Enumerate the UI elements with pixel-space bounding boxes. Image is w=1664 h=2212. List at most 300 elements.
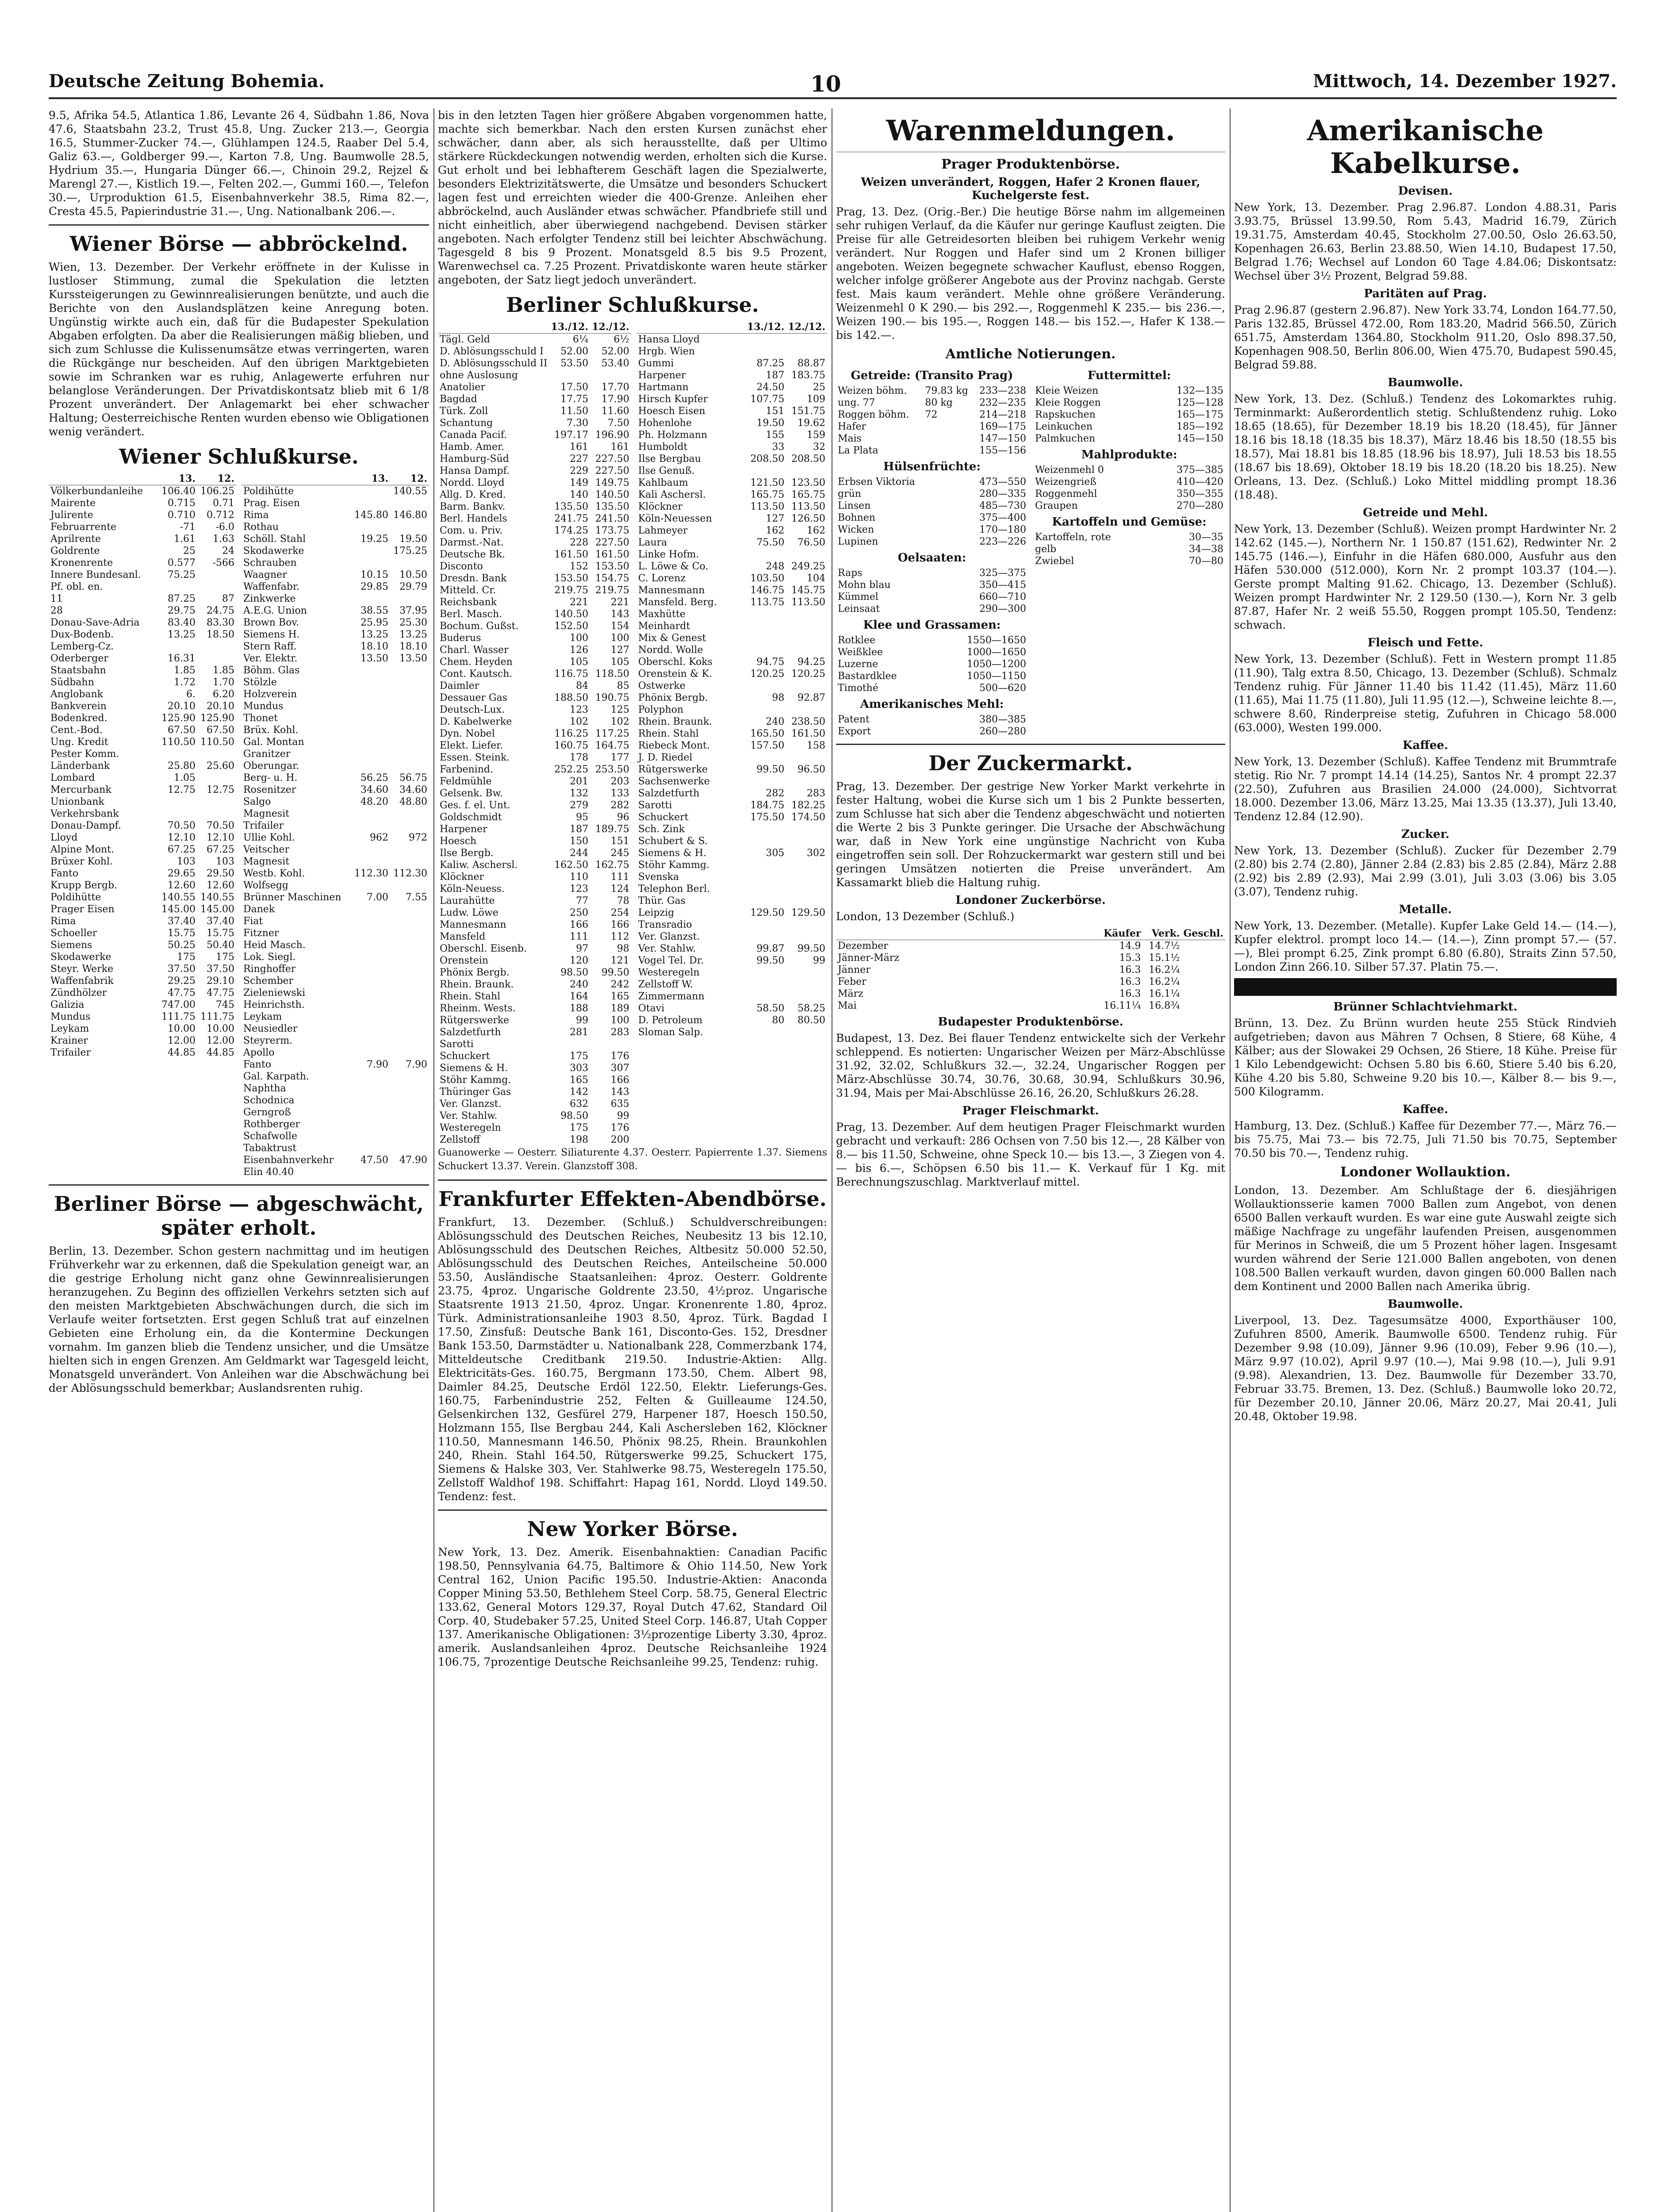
table-row (242, 1059, 429, 1071)
stock-name: Waffenfabrik (50, 975, 114, 987)
table-row (438, 1014, 631, 1026)
stock-price: 745 (216, 999, 234, 1010)
stock-price (745, 776, 786, 787)
column-4 (1234, 108, 1617, 2212)
commodity-price: 70—80 (1189, 556, 1223, 567)
stock-price: 187 (766, 370, 785, 381)
stock-price: 10.15 (360, 569, 388, 580)
table-row (836, 445, 1028, 457)
table-row (242, 1047, 429, 1059)
stock-price (390, 1023, 429, 1035)
stock-price (786, 465, 827, 477)
stock-price (390, 939, 429, 951)
table-row (438, 680, 631, 692)
table-row (242, 664, 429, 676)
stock-price: 18.50 (207, 629, 234, 640)
stock-name: Stern Raff. (243, 641, 297, 652)
table-row (242, 784, 429, 796)
commodity-name: Mais (838, 433, 862, 444)
stock-price: 123.50 (791, 477, 825, 488)
table-row (438, 728, 631, 740)
table-row (438, 955, 631, 967)
table-row (636, 393, 827, 405)
table-row (438, 561, 631, 572)
stock-price: 16.31 (168, 653, 196, 664)
stock-name: Dux-Bodenb. (50, 629, 114, 640)
stock-name: Feber (838, 976, 867, 987)
stock-name: 28 (50, 605, 63, 616)
table-row (636, 596, 827, 608)
table-row (242, 569, 429, 581)
table-row (49, 688, 236, 700)
stock-name: Lloyd (50, 832, 78, 843)
table-row (49, 736, 236, 748)
stock-name: Hansa Lloyd (638, 334, 700, 345)
stock-name: Ringhoffer (243, 964, 296, 975)
stock-price: 189 (610, 1003, 629, 1014)
stock-price (745, 644, 786, 656)
stock-price: 18.10 (399, 641, 427, 652)
stock-price: 47.75 (168, 987, 196, 998)
stock-name: Phönix Bergb. (440, 967, 510, 978)
stock-price: 18.10 (360, 641, 388, 652)
table-row (438, 776, 631, 787)
table-row (636, 859, 827, 871)
stock-price: 160.75 (554, 740, 589, 751)
table-row (438, 513, 631, 525)
stock-price: 10.50 (399, 569, 427, 580)
stock-name: Februarrente (50, 522, 117, 533)
stock-price (590, 1038, 631, 1050)
table-row (49, 760, 236, 772)
stock-name: Südbahn (50, 677, 94, 688)
stock-price: 164.75 (595, 740, 629, 751)
stock-price: 53.50 (560, 358, 589, 369)
stock-price: 29.25 (168, 975, 196, 987)
stock-name: Sch. Zink (638, 824, 685, 835)
stock-price (745, 835, 786, 847)
london-zucker-dateline: London, 13 Dezember (Schluß.) (836, 910, 1015, 923)
stock-price: 80.50 (797, 1015, 825, 1026)
stock-price (351, 820, 390, 832)
table-row (49, 832, 236, 844)
table-row (1033, 433, 1225, 445)
table-row (636, 644, 827, 656)
table-row (438, 429, 631, 441)
table-row (242, 975, 429, 987)
table-row (1033, 397, 1225, 409)
table-row (242, 712, 429, 724)
table-row (438, 453, 631, 465)
stock-price (390, 879, 429, 891)
stock-name: Mairente (50, 498, 96, 509)
stock-price (786, 991, 827, 1002)
stock-price (786, 883, 827, 895)
table-row (438, 620, 631, 632)
stock-price: 7.30 (567, 418, 589, 429)
table-row (636, 561, 827, 572)
stock-price: 166 (570, 919, 589, 930)
stock-name: Darmst.-Nat. (440, 537, 504, 548)
stock-price: 198 (570, 1134, 589, 1145)
stock-price (197, 653, 236, 664)
stock-price: 151 (766, 406, 785, 417)
stock-price: 25 (183, 545, 196, 557)
stock-price: 127 (766, 513, 785, 524)
stock-price (351, 545, 390, 557)
stock-price: 58.25 (797, 1003, 825, 1014)
stock-price: 118.50 (595, 668, 629, 680)
table-row (836, 397, 1028, 409)
stock-name: Siemens & H. (440, 1063, 508, 1074)
stock-price: 50.25 (168, 940, 196, 951)
stock-price (786, 967, 827, 979)
stock-price (786, 776, 827, 787)
stock-name: Harpener (440, 824, 487, 835)
stock-price (786, 334, 827, 346)
stock-price: 14.7½ (1149, 941, 1180, 952)
stock-price: 20.10 (207, 701, 234, 712)
table-row (438, 656, 631, 668)
stock-price: 47.50 (360, 1155, 388, 1166)
stock-price: 34.60 (360, 784, 388, 795)
stock-price (745, 919, 786, 931)
stock-price: 244 (570, 848, 589, 859)
stock-price (351, 748, 390, 760)
stock-price: 33 (772, 442, 785, 453)
stock-price: 77 (576, 895, 589, 906)
stock-name: Laura (638, 537, 667, 548)
stock-name: Westeregeln (638, 967, 700, 978)
stock-price: 17.90 (601, 394, 629, 405)
stock-name: D. Ablösungsschuld II (440, 358, 548, 369)
table-row (438, 1038, 631, 1050)
stock-name: Aprilrente (50, 534, 101, 545)
table-row (636, 417, 827, 429)
stock-price (745, 465, 786, 477)
stock-price: 197.17 (554, 430, 589, 441)
stock-name: Skodawerke (50, 952, 111, 963)
stock-name: Mundus (50, 1011, 91, 1022)
stock-price: 94.75 (756, 657, 785, 668)
kaffee-headline: Kaffee. (1403, 739, 1448, 752)
stock-name: Dyn. Nobel (440, 728, 495, 739)
stock-price (351, 712, 390, 724)
stock-price: 241.75 (554, 513, 589, 524)
stock-name: Naphtha (243, 1083, 286, 1094)
table-row (636, 549, 827, 561)
stock-name: Hohenlohe (638, 418, 692, 429)
stock-price (351, 688, 390, 700)
stock-price: 84 (576, 680, 589, 691)
stock-price: 99 (813, 955, 825, 966)
bruenn-schlachtvieh-report: Brünn, 13. Dez. Zu Brünn wurden heute 255 Stück Rindvieh aufgetrieben; davon aus Mähren 7 Ochsen, 8 Stiere, 68 Kühe, 4 Kälber; aus der Slowakei 29 Ochsen, 26 Stiere, 18 Kühe. Preise für 1 Kilo Lebendgewicht: Ochsen 5.80 bis 6.60, Stiere 5.40 bis 6.20, Kühe 4.20 bis 5.80, Schweine 9.20 bis 10.—, Kälber 8.— bis 9.—, 500 Kilogramm. (1234, 1017, 1617, 1098)
table-row (49, 879, 236, 891)
table-row (636, 776, 827, 787)
stock-name: Nordd. Lloyd (440, 477, 505, 488)
stock-price: 140.50 (595, 489, 629, 500)
stock-price: 111 (610, 872, 629, 883)
header-masthead: Deutsche Zeitung Bohemia. (49, 71, 325, 92)
stock-price: 123 (570, 883, 589, 895)
stock-name: Bochum. Gußst. (440, 621, 519, 632)
stock-price: 188 (570, 1003, 589, 1014)
stock-name: Waagner (243, 569, 287, 580)
commodity-name: La Plata (838, 445, 878, 456)
stock-price: 78 (617, 895, 629, 906)
table-row (836, 512, 1028, 524)
commodity-name: Export (838, 726, 871, 737)
commodity-price: 223—226 (979, 536, 1026, 547)
stock-name: Rothau (243, 522, 279, 533)
table-row (1033, 531, 1225, 543)
stock-name: Oberungar. (243, 760, 299, 772)
commodity-name: gelb (1035, 544, 1057, 555)
table-row (242, 629, 429, 641)
stock-price: 38.55 (360, 605, 388, 616)
table-row (49, 915, 236, 927)
stock-price: 16.2¼ (1149, 976, 1180, 987)
stock-price: 161 (570, 442, 589, 453)
stock-price: 161 (610, 442, 629, 453)
table-row (836, 433, 1028, 445)
stock-name: Elin 40.40 (243, 1167, 294, 1178)
commodity-table (836, 634, 1028, 694)
table-row (438, 931, 631, 943)
stock-price: 221 (570, 597, 589, 608)
stock-price (351, 951, 390, 963)
stock-price (745, 967, 786, 979)
stock-price: 106.25 (200, 486, 234, 497)
stock-price (786, 752, 827, 764)
stock-name: Harpener (638, 370, 686, 381)
stock-price (390, 521, 429, 533)
stock-price: 70.50 (207, 820, 234, 831)
stock-price: 15.75 (168, 928, 196, 939)
stock-name: Klöckner (440, 872, 484, 883)
stock-price: 95 (576, 812, 589, 823)
stock-price: 161.50 (791, 728, 825, 739)
stock-price: 25.95 (360, 617, 388, 628)
stock-price: 47.90 (399, 1155, 427, 1166)
table-row (1033, 543, 1225, 555)
stock-price: 112 (610, 931, 629, 942)
stock-price: 0.712 (207, 510, 234, 521)
stock-price: 184.75 (750, 800, 785, 811)
table-row (836, 658, 1028, 670)
stock-name: Cont. Kautsch. (440, 668, 513, 680)
stock-name: Fiat (243, 916, 263, 927)
stock-name: Disconto (440, 561, 483, 572)
berlin-kurse-table (438, 321, 827, 1146)
stock-price (786, 979, 827, 991)
stock-price: 34.60 (399, 784, 427, 795)
table-row (836, 670, 1028, 682)
stock-price (197, 808, 236, 820)
stock-price: 635 (610, 1098, 629, 1110)
table-row (438, 1110, 631, 1122)
stock-price: 190.75 (595, 692, 629, 703)
stock-price: 19.50 (756, 418, 785, 429)
table-row (242, 641, 429, 653)
commodity-name: Lupinen (838, 536, 878, 547)
table-row (438, 1062, 631, 1074)
stock-price: 165 (610, 991, 629, 1002)
table-row (1033, 385, 1225, 397)
stock-price (351, 1035, 390, 1047)
commodity-price: 485—730 (979, 500, 1026, 511)
stock-price (351, 844, 390, 856)
stock-price: 165 (570, 1075, 589, 1086)
table-row (438, 919, 631, 931)
commodity-table (836, 476, 1028, 548)
stock-price: 127 (610, 645, 629, 656)
stock-name: Rhein. Stahl (440, 991, 501, 1002)
stock-price: 98 (617, 943, 629, 954)
table-row (636, 429, 827, 441)
stock-name: D. Kabelwerke (440, 716, 512, 727)
table-row (438, 334, 631, 346)
stock-price: 113.50 (791, 501, 825, 512)
getreide-mehl-report: New York, 13. Dezember (Schluß). Weizen prompt Hardwinter Nr. 2 142.62 (145.—), Northern Nr. 1 150.87 (151.62), Redwinter Nr. 2 145.75 (146.—), Einfuhr in die Häfen 680.000, Ausfuhr aus den Häfen 530.000 (512.000), Korn Nr. 2 prompt 103.37 (104.—). Gerste prompt Malting 91.62. Chicago, 13. Dezember (Schluß). Weizen prompt Hardwinter Nr. 2 129.50 (130.—), Korn Nr. 3 gelb 87.87, Hafer Nr. 2 weiß 55.50, Roggen prompt 105.50, Tendenz: schwach. (1234, 522, 1617, 631)
commodity-name: Kümmel (838, 591, 878, 603)
commodity-name: ung. 77 (838, 397, 875, 408)
stock-price: 152 (570, 561, 589, 572)
stock-name: Zieleniewski (243, 987, 306, 998)
table-row (438, 537, 631, 549)
stock-name: Berl. Handels (440, 513, 507, 524)
stock-price: 174.50 (791, 812, 825, 823)
stock-price: 120.25 (791, 668, 825, 680)
commodity-name: Kleie Roggen (1035, 397, 1101, 408)
stock-name: Ostwerke (638, 680, 686, 691)
stock-price (1181, 940, 1225, 952)
stock-price: 132 (570, 788, 589, 799)
stock-price (390, 760, 429, 772)
stock-name: ohne Auslosung (440, 370, 518, 381)
stock-name: Dezember (838, 941, 888, 952)
table-row (636, 979, 827, 991)
commodity-table (1033, 385, 1225, 445)
stock-price (390, 987, 429, 999)
stock-name: Gal. Montan (243, 737, 304, 748)
stock-price (197, 772, 236, 784)
table-row (438, 584, 631, 596)
stock-price: 24.50 (756, 382, 785, 393)
stock-price: 1.63 (213, 534, 234, 545)
stock-price: 0.71 (213, 498, 234, 509)
stock-price: 1.05 (174, 772, 196, 783)
stock-price (351, 676, 390, 688)
stock-price: 129.50 (750, 907, 785, 918)
zucker-report: New York, 13. Dezember (Schluß). Zucker für Dezember 2.79 (2.80) bis 2.74 (2.80), Jänner 2.84 (2.83) bis 2.85 (2.84), März 2.88 (2.92) bis 2.89 (2.93), Mai 2.99 (3.01), Juli 3.03 (3.06) bis 3.05 (3.07), Tendenz ruhig. (1234, 844, 1617, 898)
table-row (438, 405, 631, 417)
table-row (242, 903, 429, 915)
table-row (242, 557, 429, 569)
stock-name: Ver. Glanzst. (440, 1098, 502, 1110)
stock-price: 143 (610, 609, 629, 620)
stock-name: Mix & Genest (638, 633, 706, 644)
table-row (836, 634, 1028, 646)
stock-name: Ph. Holzmann (638, 430, 708, 441)
table-row (49, 497, 236, 509)
table-row (636, 787, 827, 799)
fleisch-fette-headline: Fleisch und Fette. (1367, 636, 1484, 649)
stock-price (390, 1142, 429, 1154)
table-row (242, 617, 429, 629)
baumwolle-liverpool-report: Liverpool, 13. Dez. Tagesumsätze 4000, Exporthäuser 100, Zufuhren 8500, Amerik. Baumwolle 6500. Tendenz ruhig. Für Dezember 9.98 (10.09), Jänner 9.96 (10.09), Feber 9.96 (10.—), März 9.97 (10.02), April 9.97 (10.—), Mai 9.98 (10.—), Juli 9.91 (9.98). Alexandrien, 13. Dez. Baumwolle für Dezember 33.70, Februar 33.75. Bremen, 13. Dez. (Schluß.) Baumwolle loko 20.72, für Dezember 20.10, Jänner 20.06, März 20.27, Mai 20.41, Juli 20.48, Oktober 19.98. (1234, 1314, 1617, 1423)
table-row (242, 856, 429, 868)
stock-price: 175 (570, 1051, 589, 1062)
wien-boerse-headline: Wiener Börse — abbröckelnd. (69, 232, 408, 256)
stock-name: Krainer (50, 1035, 88, 1046)
table-row (438, 1026, 631, 1038)
stock-price: 76.50 (797, 537, 825, 548)
header-page-number: 10 (810, 71, 841, 97)
stock-name: D. Petroleum (638, 1015, 703, 1026)
table-row (242, 676, 429, 688)
commodity-name: Timothé (838, 683, 878, 694)
table-row (636, 967, 827, 979)
stock-name: Magnesit (243, 856, 290, 867)
berlin-note: Guanowerke — Oesterr. Siliaturente 4.37. Oesterr. Papierrente 1.37. Siemens Schuckert 13.37. Verein. Glanzstoff 308. (438, 1147, 827, 1172)
table-row (49, 999, 236, 1011)
stock-name: Hoesch (440, 836, 477, 847)
budapest-continuation: 9.5, Afrika 54.5, Atlantica 1.86, Levante 26 4, Südbahn 1.86, Nova 47.6, Staatsbahn 23.2, Trust 45.8, Ung. Zucker 213.—, Georgia 16.5, Stummer-Zucker 74.—, Glühlampen 124.5, Raaber Del 5.4, Galiz 63.—, Goldberger 99.—, Karton 7.8, Ung. Baumwolle 28.5, Hydrium 35.—, Hungaria Dünger 66.—, Chinoin 29.2, Rejzel & Marengl 27.—, Kistlich 19.—, Felten 202.—, Gummi 160.—, Telefon 30.—, Urproduktion 61.5, Eisenbahnverkehr 38.5, Rima 82.—, Cresta 45.5, Papierindustrie 31.—, Ung. Nationalbank 206.—. (49, 109, 429, 218)
stock-name: Granitzer (243, 749, 291, 760)
stock-price: 12.75 (207, 784, 234, 795)
stock-price: 6½ (613, 334, 629, 345)
table-row (49, 987, 236, 999)
stock-price: 103.50 (750, 573, 785, 584)
stock-price: 227.50 (595, 453, 629, 465)
stock-name: Schoeller (50, 928, 97, 939)
stock-name: Feldmühle (440, 776, 492, 787)
kaffee-hamburg-headline: Kaffee. (1403, 1103, 1448, 1116)
stock-price (786, 549, 827, 561)
table-row (49, 963, 236, 975)
stock-price (745, 608, 786, 620)
table-row (438, 369, 631, 381)
stock-name: 11 (50, 593, 63, 604)
stock-price: 188.50 (554, 692, 589, 703)
table-row (636, 334, 827, 346)
stock-name: Rütgerswerke (638, 764, 708, 775)
stock-name: Sarotti (638, 800, 672, 811)
stock-price: 88.87 (797, 358, 825, 369)
commodity-name: Patent (838, 714, 870, 725)
header-date: Mittwoch, 14. Dezember 1927. (1313, 71, 1617, 92)
stock-price (786, 704, 827, 716)
frankfurt-headline: Frankfurter Effekten-Abendbörse. (438, 1187, 827, 1211)
stock-name: Gelsenk. Bw. (440, 788, 503, 799)
stock-price: 83.40 (168, 617, 196, 628)
table-row (49, 712, 236, 724)
commodity-price: 473—550 (979, 476, 1026, 488)
column-divider (1230, 108, 1231, 2212)
stock-name: Tägl. Geld (440, 334, 490, 345)
stock-name: Trifailer (243, 820, 284, 831)
stock-name: Deutsch-Lux. (440, 704, 505, 715)
stock-price (390, 915, 429, 927)
commodity-price (923, 433, 978, 445)
stock-name: Länderbank (50, 760, 110, 772)
stock-price: 238.50 (791, 716, 825, 727)
stock-name: A.E.G. Union (243, 605, 307, 616)
stock-price (745, 883, 786, 895)
stock-price: 105 (570, 657, 589, 668)
stock-name: Donau-Save-Adria (50, 617, 140, 628)
